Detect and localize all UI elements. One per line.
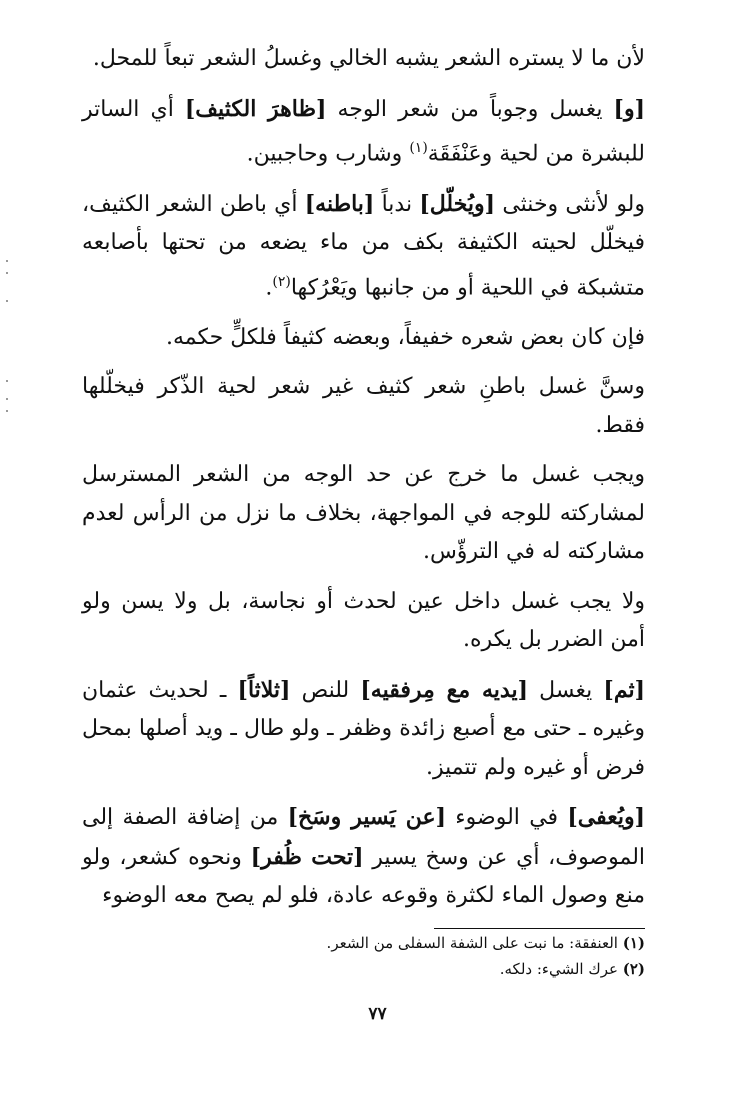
bracketed-matn-text: [يديه مع مِرفقيه] (360, 676, 528, 703)
commentary-text: . (265, 275, 273, 301)
bracketed-matn-text: [عن يَسير وسَخ] (287, 804, 446, 831)
footnote-1 (82, 931, 645, 955)
commentary-text: ندباً (374, 191, 420, 217)
commentary-text: ولو لأنثى وخنثى (495, 191, 646, 217)
commentary-text: أي الساتر للبشرة من لحية وعَنْفَقَة (82, 96, 645, 167)
commentary-text: للنص (290, 677, 361, 703)
page-number: ٧٧ (368, 1004, 387, 1024)
bracketed-matn-text: [ظاهرَ الكثيف] (184, 95, 327, 122)
commentary-text: يغسل (528, 677, 604, 703)
commentary-text: وسنَّ غسل باطنِ شعر كثيف غير شعر لحية الذّكر فيخلّلها فقط. (82, 374, 645, 438)
bracketed-matn-text: [ويُخلّل] (419, 190, 496, 217)
footnote-text: العنفقة: ما نبت على الشفة السفلى من الشعر. (326, 934, 618, 952)
footnote-2 (82, 957, 645, 981)
page-body (82, 40, 645, 927)
bracketed-matn-text: [ويُعفى] (567, 804, 646, 831)
footnote-number: (٢) (622, 960, 645, 978)
paragraph-1 (82, 40, 645, 79)
commentary-text: لأن ما لا يستره الشعر يشبه الخالي وغسلُ الشعر تبعاً للمحل. (92, 46, 645, 71)
bracketed-matn-text: [تحت ظُفر] (250, 843, 364, 870)
commentary-text: ويجب غسل ما خرج عن حد الوجه من الشعر المسترسل لمشاركته للوجه في المواجهة، بخلاف ما نزل من الرأس لعدم مشاركته له في الترؤّس. (82, 462, 645, 565)
footnote-separator (434, 928, 645, 929)
commentary-text: ـ لحديث عثمان وغيره ـ حتى مع أصبع زائدة وظفر ـ ولو طال ـ ويد أصلها بمحل فرض أو غيره ولم تتميز. (82, 677, 645, 780)
paragraph-9 (82, 798, 645, 916)
scan-edge-marks (6, 260, 16, 440)
commentary-text: أي باطن الشعر الكثيف، فيخلّل لحيته الكثيفة بكف من ماء يضعه من تحتها بأصابعه متشبكة في اللحية أو من جانبها ويَعْرُكها (82, 191, 645, 301)
commentary-text: في الوضوء (446, 805, 568, 831)
paragraph-3 (82, 185, 645, 308)
paragraph-2 (82, 90, 645, 174)
commentary-text: ولا يجب غسل داخل عين لحدث أو نجاسة، بل ولا يسن ولو أمن الضرر بل يكره. (82, 588, 645, 653)
commentary-text: وشارب وحاجبين. (246, 141, 410, 167)
bracketed-matn-text: [ثلاثاً] (237, 676, 291, 703)
commentary-text: يغسل وجوباً من شعر الوجه (326, 96, 614, 122)
paragraph-8 (82, 671, 645, 788)
footnote-number: (١) (622, 934, 645, 952)
commentary-text: ونحوه كشعر، ولو منع وصول الماء لكثرة وقوعه عادة، فلو لم يصح معه الوضوء (82, 844, 645, 909)
footnote-text: عرك الشيء: دلكه. (499, 960, 618, 978)
bracketed-matn-text: [ثم] (603, 676, 645, 703)
footnote-ref: (١) (409, 140, 428, 156)
paragraph-6 (82, 456, 645, 572)
footnote-ref: (٢) (272, 273, 291, 290)
paragraph-4 (82, 319, 645, 358)
bracketed-matn-text: [باطنه] (304, 190, 375, 217)
commentary-text: من إضافة الصفة إلى الموصوف، أي عن وسخ يسير (82, 805, 646, 870)
paragraph-7 (82, 583, 645, 660)
bracketed-matn-text: [و] (613, 95, 645, 122)
footnotes (82, 928, 645, 981)
paragraph-5 (82, 368, 645, 445)
commentary-text: فإن كان بعض شعره خفيفاً، وبعضه كثيفاً فلكلٍّ حكمه. (165, 324, 645, 350)
